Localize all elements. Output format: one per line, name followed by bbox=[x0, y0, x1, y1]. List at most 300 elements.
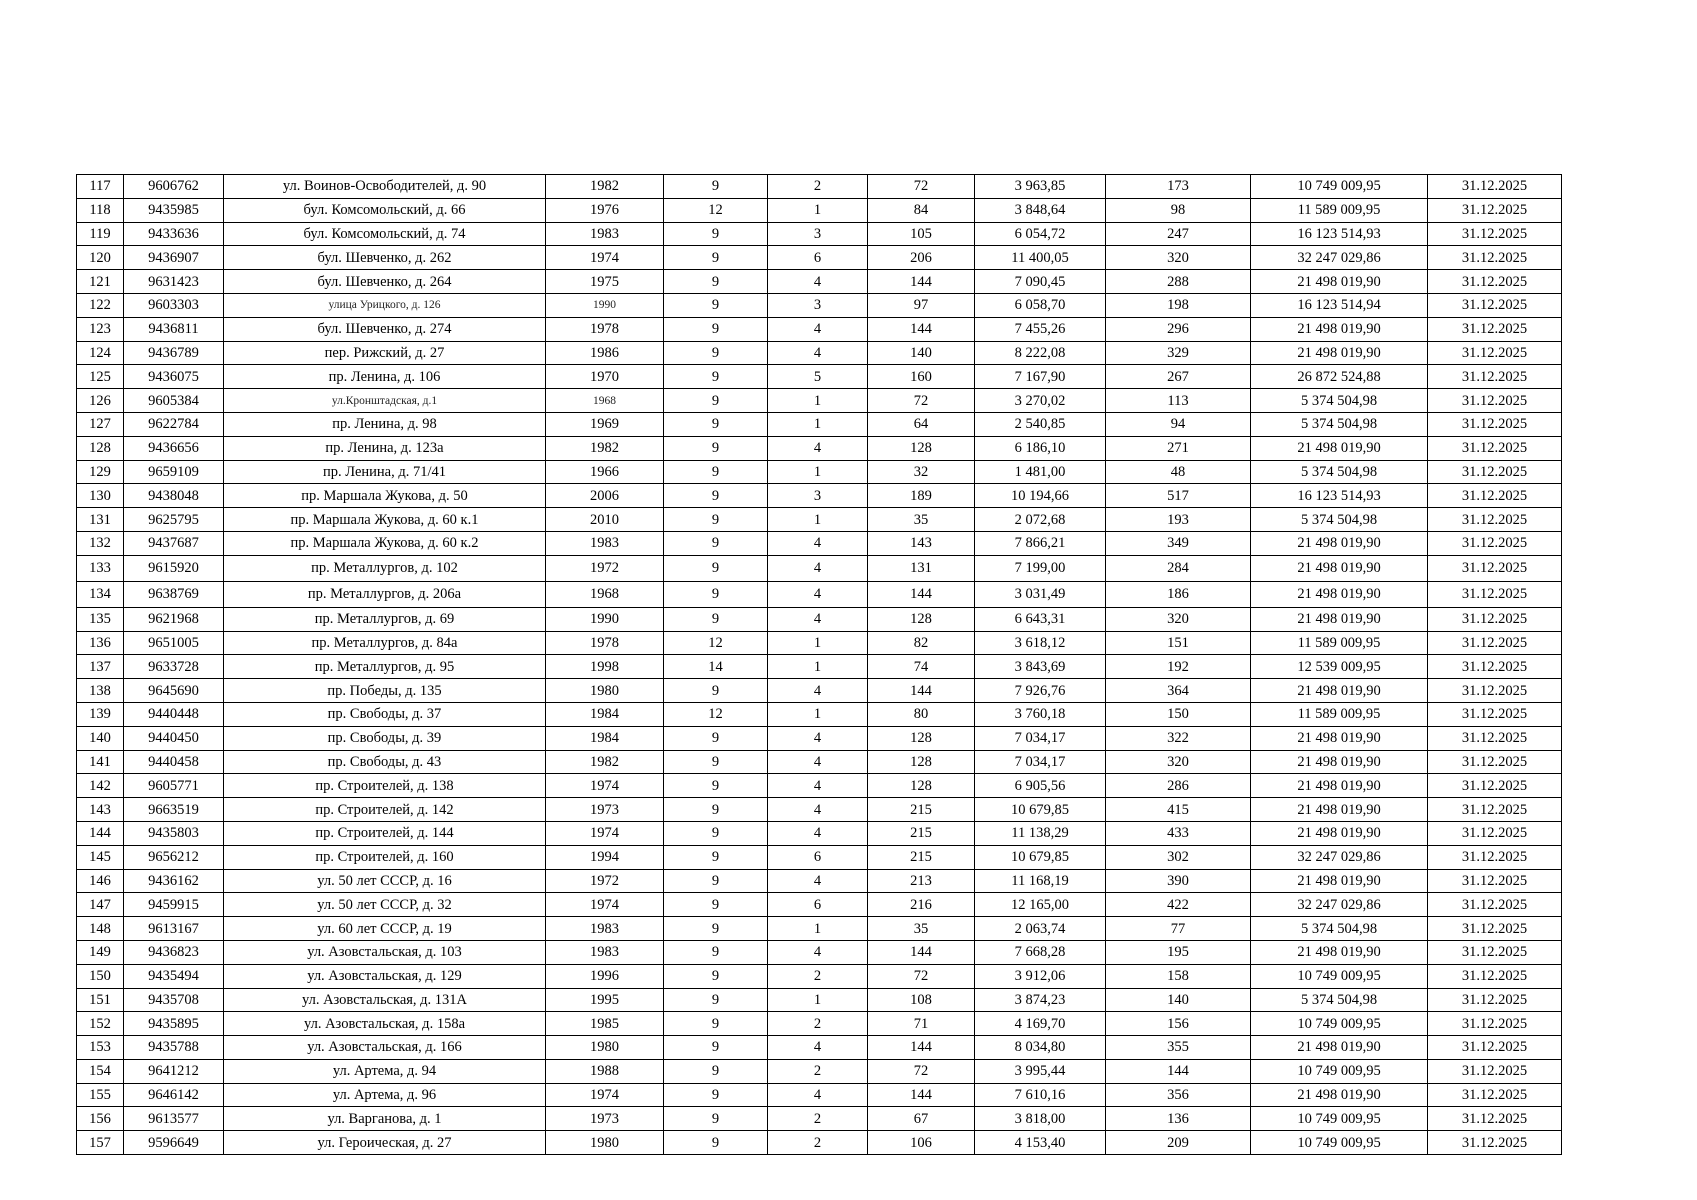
cell-deadline: 31.12.2025 bbox=[1428, 317, 1562, 341]
cell-row-number: 120 bbox=[77, 246, 124, 270]
cell-deadline: 31.12.2025 bbox=[1428, 484, 1562, 508]
cell-build-year: 1975 bbox=[546, 270, 664, 294]
cell-amount: 26 872 524,88 bbox=[1251, 365, 1428, 389]
cell-residents: 186 bbox=[1106, 581, 1251, 607]
cell-amount: 21 498 019,90 bbox=[1251, 869, 1428, 893]
cell-area: 4 169,70 bbox=[975, 1012, 1106, 1036]
cell-address: пер. Рижский, д. 27 bbox=[224, 341, 546, 365]
cell-entrances: 2 bbox=[768, 1059, 868, 1083]
cell-residents: 329 bbox=[1106, 341, 1251, 365]
cell-entrances: 3 bbox=[768, 222, 868, 246]
cell-deadline: 31.12.2025 bbox=[1428, 1059, 1562, 1083]
cell-row-number: 122 bbox=[77, 293, 124, 317]
cell-area: 4 153,40 bbox=[975, 1131, 1106, 1155]
cell-floors: 9 bbox=[664, 774, 768, 798]
cell-floors: 12 bbox=[664, 702, 768, 726]
cell-entrances: 4 bbox=[768, 821, 868, 845]
cell-residents: 48 bbox=[1106, 460, 1251, 484]
cell-entrances: 4 bbox=[768, 750, 868, 774]
cell-entrances: 6 bbox=[768, 845, 868, 869]
table-row bbox=[77, 917, 1562, 941]
cell-residents: 140 bbox=[1106, 988, 1251, 1012]
cell-area: 3 848,64 bbox=[975, 198, 1106, 222]
cell-residents: 320 bbox=[1106, 607, 1251, 631]
cell-apartments: 128 bbox=[868, 436, 975, 460]
cell-build-year: 1986 bbox=[546, 341, 664, 365]
cell-address: ул.Кронштадская, д.1 bbox=[224, 389, 546, 413]
cell-build-year: 1974 bbox=[546, 246, 664, 270]
cell-deadline: 31.12.2025 bbox=[1428, 1036, 1562, 1060]
cell-area: 6 054,72 bbox=[975, 222, 1106, 246]
table-row bbox=[77, 821, 1562, 845]
cell-amount: 21 498 019,90 bbox=[1251, 1036, 1428, 1060]
cell-build-year: 1970 bbox=[546, 365, 664, 389]
cell-area: 1 481,00 bbox=[975, 460, 1106, 484]
table-row bbox=[77, 341, 1562, 365]
cell-address: пр. Свободы, д. 43 bbox=[224, 750, 546, 774]
cell-address: пр. Свободы, д. 39 bbox=[224, 726, 546, 750]
cell-address: бул. Комсомольский, д. 74 bbox=[224, 222, 546, 246]
cell-entrances: 1 bbox=[768, 702, 868, 726]
cell-residents: 415 bbox=[1106, 798, 1251, 822]
cell-floors: 9 bbox=[664, 917, 768, 941]
cell-residents: 136 bbox=[1106, 1107, 1251, 1131]
table-row bbox=[77, 1059, 1562, 1083]
cell-floors: 9 bbox=[664, 893, 768, 917]
cell-area: 3 270,02 bbox=[975, 389, 1106, 413]
cell-row-number: 133 bbox=[77, 555, 124, 581]
cell-entrances: 4 bbox=[768, 798, 868, 822]
cell-deadline: 31.12.2025 bbox=[1428, 1131, 1562, 1155]
cell-area: 3 874,23 bbox=[975, 988, 1106, 1012]
cell-building-id: 9435788 bbox=[124, 1036, 224, 1060]
cell-floors: 9 bbox=[664, 508, 768, 532]
table-row bbox=[77, 774, 1562, 798]
cell-floors: 9 bbox=[664, 270, 768, 294]
cell-row-number: 134 bbox=[77, 581, 124, 607]
cell-apartments: 128 bbox=[868, 607, 975, 631]
cell-build-year: 1995 bbox=[546, 988, 664, 1012]
cell-deadline: 31.12.2025 bbox=[1428, 389, 1562, 413]
cell-area: 6 058,70 bbox=[975, 293, 1106, 317]
cell-deadline: 31.12.2025 bbox=[1428, 460, 1562, 484]
cell-entrances: 4 bbox=[768, 270, 868, 294]
cell-amount: 10 749 009,95 bbox=[1251, 175, 1428, 199]
table-row bbox=[77, 365, 1562, 389]
cell-apartments: 213 bbox=[868, 869, 975, 893]
cell-floors: 9 bbox=[664, 679, 768, 703]
table-row bbox=[77, 581, 1562, 607]
cell-floors: 9 bbox=[664, 460, 768, 484]
cell-floors: 9 bbox=[664, 869, 768, 893]
cell-entrances: 1 bbox=[768, 988, 868, 1012]
cell-amount: 21 498 019,90 bbox=[1251, 531, 1428, 555]
cell-floors: 9 bbox=[664, 845, 768, 869]
cell-build-year: 1982 bbox=[546, 750, 664, 774]
cell-entrances: 4 bbox=[768, 581, 868, 607]
cell-floors: 9 bbox=[664, 365, 768, 389]
cell-amount: 32 247 029,86 bbox=[1251, 246, 1428, 270]
cell-apartments: 189 bbox=[868, 484, 975, 508]
cell-deadline: 31.12.2025 bbox=[1428, 821, 1562, 845]
table-row bbox=[77, 1107, 1562, 1131]
cell-apartments: 84 bbox=[868, 198, 975, 222]
cell-build-year: 2010 bbox=[546, 508, 664, 532]
cell-floors: 9 bbox=[664, 531, 768, 555]
cell-address: пр. Строителей, д. 160 bbox=[224, 845, 546, 869]
table-row bbox=[77, 555, 1562, 581]
cell-build-year: 1982 bbox=[546, 436, 664, 460]
cell-building-id: 9603303 bbox=[124, 293, 224, 317]
cell-row-number: 146 bbox=[77, 869, 124, 893]
cell-amount: 21 498 019,90 bbox=[1251, 341, 1428, 365]
cell-address: пр. Металлургов, д. 95 bbox=[224, 655, 546, 679]
cell-building-id: 9625795 bbox=[124, 508, 224, 532]
cell-residents: 422 bbox=[1106, 893, 1251, 917]
cell-apartments: 144 bbox=[868, 581, 975, 607]
cell-row-number: 118 bbox=[77, 198, 124, 222]
cell-row-number: 147 bbox=[77, 893, 124, 917]
cell-amount: 21 498 019,90 bbox=[1251, 774, 1428, 798]
cell-build-year: 1980 bbox=[546, 1036, 664, 1060]
cell-building-id: 9436811 bbox=[124, 317, 224, 341]
cell-area: 8 222,08 bbox=[975, 341, 1106, 365]
cell-amount: 21 498 019,90 bbox=[1251, 270, 1428, 294]
cell-entrances: 1 bbox=[768, 198, 868, 222]
cell-entrances: 2 bbox=[768, 175, 868, 199]
cell-address: пр. Ленина, д. 98 bbox=[224, 412, 546, 436]
cell-area: 7 090,45 bbox=[975, 270, 1106, 294]
cell-floors: 9 bbox=[664, 798, 768, 822]
cell-floors: 9 bbox=[664, 246, 768, 270]
cell-apartments: 97 bbox=[868, 293, 975, 317]
cell-apartments: 108 bbox=[868, 988, 975, 1012]
cell-floors: 9 bbox=[664, 1131, 768, 1155]
cell-apartments: 144 bbox=[868, 1083, 975, 1107]
cell-area: 7 034,17 bbox=[975, 750, 1106, 774]
cell-residents: 192 bbox=[1106, 655, 1251, 679]
cell-address: ул. Артема, д. 94 bbox=[224, 1059, 546, 1083]
registry-table bbox=[76, 174, 1562, 1155]
table-row bbox=[77, 484, 1562, 508]
cell-amount: 21 498 019,90 bbox=[1251, 555, 1428, 581]
cell-area: 3 995,44 bbox=[975, 1059, 1106, 1083]
cell-entrances: 3 bbox=[768, 293, 868, 317]
cell-row-number: 128 bbox=[77, 436, 124, 460]
cell-area: 6 905,56 bbox=[975, 774, 1106, 798]
cell-row-number: 138 bbox=[77, 679, 124, 703]
cell-area: 2 072,68 bbox=[975, 508, 1106, 532]
cell-address: пр. Металлургов, д. 206а bbox=[224, 581, 546, 607]
cell-apartments: 82 bbox=[868, 631, 975, 655]
cell-floors: 9 bbox=[664, 821, 768, 845]
cell-entrances: 2 bbox=[768, 1131, 868, 1155]
cell-entrances: 4 bbox=[768, 1036, 868, 1060]
cell-residents: 113 bbox=[1106, 389, 1251, 413]
cell-build-year: 1974 bbox=[546, 893, 664, 917]
cell-building-id: 9613167 bbox=[124, 917, 224, 941]
cell-apartments: 140 bbox=[868, 341, 975, 365]
cell-residents: 94 bbox=[1106, 412, 1251, 436]
table-row bbox=[77, 531, 1562, 555]
cell-amount: 5 374 504,98 bbox=[1251, 917, 1428, 941]
cell-deadline: 31.12.2025 bbox=[1428, 270, 1562, 294]
cell-build-year: 1988 bbox=[546, 1059, 664, 1083]
cell-building-id: 9605771 bbox=[124, 774, 224, 798]
cell-building-id: 9646142 bbox=[124, 1083, 224, 1107]
cell-apartments: 215 bbox=[868, 821, 975, 845]
cell-amount: 5 374 504,98 bbox=[1251, 460, 1428, 484]
cell-area: 12 165,00 bbox=[975, 893, 1106, 917]
cell-build-year: 1996 bbox=[546, 964, 664, 988]
cell-deadline: 31.12.2025 bbox=[1428, 917, 1562, 941]
cell-deadline: 31.12.2025 bbox=[1428, 988, 1562, 1012]
cell-building-id: 9606762 bbox=[124, 175, 224, 199]
cell-build-year: 1976 bbox=[546, 198, 664, 222]
cell-floors: 9 bbox=[664, 940, 768, 964]
cell-deadline: 31.12.2025 bbox=[1428, 726, 1562, 750]
cell-row-number: 149 bbox=[77, 940, 124, 964]
cell-deadline: 31.12.2025 bbox=[1428, 774, 1562, 798]
table-row bbox=[77, 1036, 1562, 1060]
cell-build-year: 1984 bbox=[546, 726, 664, 750]
table-row bbox=[77, 1083, 1562, 1107]
cell-build-year: 1974 bbox=[546, 774, 664, 798]
cell-apartments: 64 bbox=[868, 412, 975, 436]
cell-floors: 9 bbox=[664, 1083, 768, 1107]
cell-building-id: 9440458 bbox=[124, 750, 224, 774]
cell-entrances: 6 bbox=[768, 893, 868, 917]
cell-area: 10 194,66 bbox=[975, 484, 1106, 508]
cell-deadline: 31.12.2025 bbox=[1428, 631, 1562, 655]
cell-residents: 356 bbox=[1106, 1083, 1251, 1107]
cell-area: 6 643,31 bbox=[975, 607, 1106, 631]
cell-building-id: 9596649 bbox=[124, 1131, 224, 1155]
cell-floors: 9 bbox=[664, 389, 768, 413]
cell-address: пр. Металлургов, д. 69 bbox=[224, 607, 546, 631]
cell-apartments: 128 bbox=[868, 726, 975, 750]
table-row bbox=[77, 1131, 1562, 1155]
cell-build-year: 1969 bbox=[546, 412, 664, 436]
cell-entrances: 1 bbox=[768, 412, 868, 436]
cell-building-id: 9638769 bbox=[124, 581, 224, 607]
cell-floors: 9 bbox=[664, 341, 768, 365]
cell-area: 7 199,00 bbox=[975, 555, 1106, 581]
cell-deadline: 31.12.2025 bbox=[1428, 845, 1562, 869]
cell-row-number: 150 bbox=[77, 964, 124, 988]
cell-floors: 9 bbox=[664, 1059, 768, 1083]
cell-build-year: 1994 bbox=[546, 845, 664, 869]
cell-deadline: 31.12.2025 bbox=[1428, 222, 1562, 246]
cell-area: 7 455,26 bbox=[975, 317, 1106, 341]
cell-row-number: 136 bbox=[77, 631, 124, 655]
cell-row-number: 127 bbox=[77, 412, 124, 436]
cell-deadline: 31.12.2025 bbox=[1428, 508, 1562, 532]
cell-apartments: 72 bbox=[868, 964, 975, 988]
table-row bbox=[77, 412, 1562, 436]
cell-area: 11 168,19 bbox=[975, 869, 1106, 893]
cell-area: 3 963,85 bbox=[975, 175, 1106, 199]
cell-building-id: 9436907 bbox=[124, 246, 224, 270]
cell-area: 11 138,29 bbox=[975, 821, 1106, 845]
cell-deadline: 31.12.2025 bbox=[1428, 341, 1562, 365]
cell-building-id: 9435708 bbox=[124, 988, 224, 1012]
cell-address: пр. Ленина, д. 123а bbox=[224, 436, 546, 460]
cell-residents: 144 bbox=[1106, 1059, 1251, 1083]
cell-deadline: 31.12.2025 bbox=[1428, 1107, 1562, 1131]
cell-building-id: 9663519 bbox=[124, 798, 224, 822]
table-row bbox=[77, 436, 1562, 460]
cell-entrances: 4 bbox=[768, 607, 868, 631]
table-row bbox=[77, 893, 1562, 917]
cell-floors: 9 bbox=[664, 964, 768, 988]
cell-building-id: 9437687 bbox=[124, 531, 224, 555]
cell-floors: 9 bbox=[664, 607, 768, 631]
cell-area: 3 912,06 bbox=[975, 964, 1106, 988]
cell-row-number: 121 bbox=[77, 270, 124, 294]
table-row bbox=[77, 750, 1562, 774]
cell-deadline: 31.12.2025 bbox=[1428, 175, 1562, 199]
cell-area: 3 031,49 bbox=[975, 581, 1106, 607]
cell-entrances: 1 bbox=[768, 631, 868, 655]
table-row bbox=[77, 293, 1562, 317]
cell-floors: 12 bbox=[664, 198, 768, 222]
cell-build-year: 1978 bbox=[546, 631, 664, 655]
cell-apartments: 144 bbox=[868, 679, 975, 703]
cell-row-number: 142 bbox=[77, 774, 124, 798]
cell-amount: 21 498 019,90 bbox=[1251, 679, 1428, 703]
cell-entrances: 5 bbox=[768, 365, 868, 389]
cell-address: ул. Азовстальская, д. 129 bbox=[224, 964, 546, 988]
cell-deadline: 31.12.2025 bbox=[1428, 531, 1562, 555]
cell-deadline: 31.12.2025 bbox=[1428, 198, 1562, 222]
cell-entrances: 4 bbox=[768, 341, 868, 365]
cell-residents: 349 bbox=[1106, 531, 1251, 555]
cell-build-year: 1990 bbox=[546, 293, 664, 317]
cell-floors: 9 bbox=[664, 1012, 768, 1036]
cell-apartments: 144 bbox=[868, 1036, 975, 1060]
cell-apartments: 160 bbox=[868, 365, 975, 389]
cell-building-id: 9436075 bbox=[124, 365, 224, 389]
cell-row-number: 135 bbox=[77, 607, 124, 631]
cell-floors: 9 bbox=[664, 988, 768, 1012]
cell-floors: 9 bbox=[664, 222, 768, 246]
cell-entrances: 4 bbox=[768, 869, 868, 893]
cell-deadline: 31.12.2025 bbox=[1428, 293, 1562, 317]
cell-build-year: 1983 bbox=[546, 531, 664, 555]
cell-amount: 5 374 504,98 bbox=[1251, 412, 1428, 436]
cell-building-id: 9645690 bbox=[124, 679, 224, 703]
cell-residents: 150 bbox=[1106, 702, 1251, 726]
cell-build-year: 2006 bbox=[546, 484, 664, 508]
cell-build-year: 1980 bbox=[546, 679, 664, 703]
cell-apartments: 143 bbox=[868, 531, 975, 555]
cell-entrances: 2 bbox=[768, 1107, 868, 1131]
cell-residents: 320 bbox=[1106, 750, 1251, 774]
cell-address: бул. Шевченко, д. 264 bbox=[224, 270, 546, 294]
table-row bbox=[77, 222, 1562, 246]
cell-area: 7 866,21 bbox=[975, 531, 1106, 555]
cell-residents: 195 bbox=[1106, 940, 1251, 964]
cell-building-id: 9435803 bbox=[124, 821, 224, 845]
cell-amount: 10 749 009,95 bbox=[1251, 1012, 1428, 1036]
cell-apartments: 74 bbox=[868, 655, 975, 679]
table-row bbox=[77, 940, 1562, 964]
table-row bbox=[77, 198, 1562, 222]
cell-deadline: 31.12.2025 bbox=[1428, 365, 1562, 389]
cell-amount: 11 589 009,95 bbox=[1251, 198, 1428, 222]
cell-area: 10 679,85 bbox=[975, 798, 1106, 822]
cell-address: пр. Металлургов, д. 84а bbox=[224, 631, 546, 655]
cell-residents: 209 bbox=[1106, 1131, 1251, 1155]
cell-building-id: 9433636 bbox=[124, 222, 224, 246]
cell-floors: 9 bbox=[664, 555, 768, 581]
cell-floors: 9 bbox=[664, 293, 768, 317]
cell-address: ул. Воинов-Освободителей, д. 90 bbox=[224, 175, 546, 199]
cell-address: пр. Маршала Жукова, д. 60 к.2 bbox=[224, 531, 546, 555]
table-body bbox=[77, 175, 1562, 1155]
cell-row-number: 154 bbox=[77, 1059, 124, 1083]
table-row bbox=[77, 175, 1562, 199]
cell-row-number: 151 bbox=[77, 988, 124, 1012]
cell-row-number: 117 bbox=[77, 175, 124, 199]
cell-entrances: 4 bbox=[768, 531, 868, 555]
cell-floors: 9 bbox=[664, 317, 768, 341]
cell-area: 3 818,00 bbox=[975, 1107, 1106, 1131]
cell-apartments: 72 bbox=[868, 175, 975, 199]
cell-row-number: 157 bbox=[77, 1131, 124, 1155]
cell-building-id: 9613577 bbox=[124, 1107, 224, 1131]
table-row bbox=[77, 679, 1562, 703]
table-row bbox=[77, 607, 1562, 631]
cell-address: ул. 50 лет СССР, д. 16 bbox=[224, 869, 546, 893]
table-row bbox=[77, 389, 1562, 413]
cell-amount: 11 589 009,95 bbox=[1251, 631, 1428, 655]
cell-address: ул. Азовстальская, д. 158а bbox=[224, 1012, 546, 1036]
table-row bbox=[77, 726, 1562, 750]
cell-residents: 247 bbox=[1106, 222, 1251, 246]
table-row bbox=[77, 246, 1562, 270]
cell-address: ул. Героическая, д. 27 bbox=[224, 1131, 546, 1155]
cell-deadline: 31.12.2025 bbox=[1428, 798, 1562, 822]
cell-address: пр. Свободы, д. 37 bbox=[224, 702, 546, 726]
table-row bbox=[77, 460, 1562, 484]
cell-row-number: 125 bbox=[77, 365, 124, 389]
cell-amount: 16 123 514,94 bbox=[1251, 293, 1428, 317]
cell-apartments: 105 bbox=[868, 222, 975, 246]
cell-apartments: 35 bbox=[868, 917, 975, 941]
cell-build-year: 1990 bbox=[546, 607, 664, 631]
cell-build-year: 1974 bbox=[546, 1083, 664, 1107]
cell-build-year: 1968 bbox=[546, 581, 664, 607]
cell-building-id: 9651005 bbox=[124, 631, 224, 655]
cell-apartments: 144 bbox=[868, 940, 975, 964]
table-row bbox=[77, 988, 1562, 1012]
cell-address: пр. Маршала Жукова, д. 60 к.1 bbox=[224, 508, 546, 532]
cell-residents: 288 bbox=[1106, 270, 1251, 294]
cell-amount: 21 498 019,90 bbox=[1251, 436, 1428, 460]
cell-deadline: 31.12.2025 bbox=[1428, 555, 1562, 581]
cell-entrances: 4 bbox=[768, 679, 868, 703]
cell-row-number: 132 bbox=[77, 531, 124, 555]
cell-residents: 320 bbox=[1106, 246, 1251, 270]
cell-residents: 302 bbox=[1106, 845, 1251, 869]
cell-apartments: 131 bbox=[868, 555, 975, 581]
cell-amount: 21 498 019,90 bbox=[1251, 581, 1428, 607]
cell-building-id: 9435494 bbox=[124, 964, 224, 988]
cell-area: 3 843,69 bbox=[975, 655, 1106, 679]
table-row bbox=[77, 845, 1562, 869]
